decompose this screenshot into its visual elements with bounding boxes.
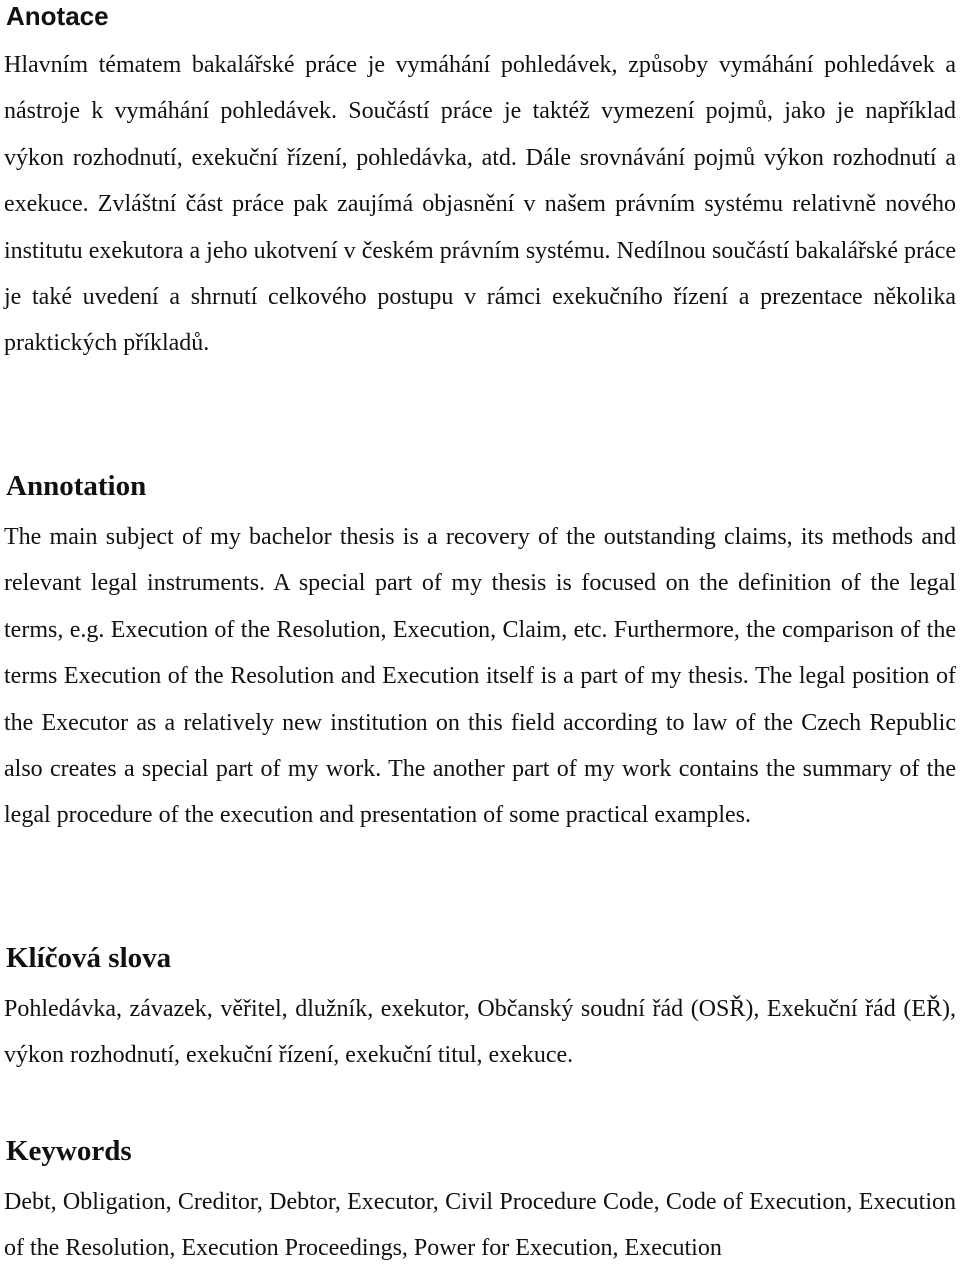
paragraph-keywords: Debt, Obligation, Creditor, Debtor, Executor, Civil Procedure Code, Code of Execution, Execution of the Resolution, Execution Proceedings, Power for Execution, Execution: [4, 1189, 956, 1262]
paragraph-klicova-slova: Pohledávka, závazek, věřitel, dlužník, exekutor, Občanský soudní řád (OSŘ), Exekuční řád (EŘ), výkon rozhodnutí, exekuční řízení, exekuční titul, exekuce.: [4, 996, 956, 1069]
paragraph-annotation: The main subject of my bachelor thesis is a recovery of the outstanding claims, its methods and relevant legal instruments. A special part of my thesis is focused on the definition of the legal terms, e.g. Execution of the Resolution, Execution, Claim, etc. Furthermore, the comparison of the terms Execution of the Resolution and Execution itself is a part of my thesis. The legal position of the Executor as a relatively new institution on this field according to law of the Czech Republic also creates a special part of my work. The another part of my work contains the summary of the legal procedure of the execution and presentation of some practical examples.: [4, 524, 956, 829]
heading-annotation: Annotation: [6, 470, 147, 502]
heading-anotace: Anotace: [6, 1, 109, 31]
heading-klicova-slova: Klíčová slova: [6, 942, 172, 974]
paragraph-anotace: Hlavním tématem bakalářské práce je vymáhání pohledávek, způsoby vymáhání pohledávek a nástroje k vymáhání pohledávek. Součástí práce je taktéž vymezení pojmů, jako je například výkon rozhodnutí, exekuční řízení, pohledávka, atd. Dále srovnávání pojmů výkon rozhodnutí a exekuce. Zvláštní část práce pak zaujímá objasnění v našem právním systému relativně nového institutu exekutora a jeho ukotvení v českém právním systému. Nedílnou součástí bakalářské práce je také uvedení a shrnutí celkového postupu v rámci exekučního řízení a prezentace několika praktických příkladů.: [4, 52, 956, 357]
heading-keywords: Keywords: [6, 1135, 132, 1167]
